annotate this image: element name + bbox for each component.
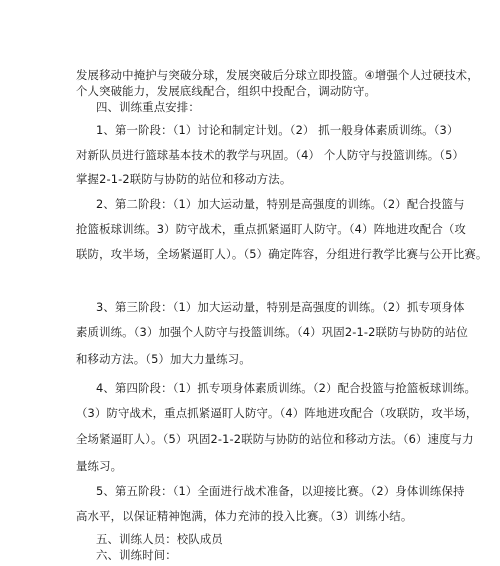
body-text-line: 2、第二阶段：（1）加大运动量，特别是高强度的训练。（2）配合投篮与: [96, 197, 465, 211]
body-text-line: 对新队员进行篮球基本技术的教学与巩固。（4） 个人防守与投篮训练。（5）: [76, 148, 465, 162]
body-text-line: 全场紧逼盯人）。（5）巩固2-1-2联防与协防的站位和移动方法。（6）速度与力: [76, 432, 474, 446]
body-text-line: 4、第四阶段：（1）抓专项身体素质训练。（2）配合投篮与抢篮板球训练。: [96, 381, 477, 395]
section-heading: 六、训练时间：: [96, 548, 177, 562]
body-text-line: 5、第五阶段：（1）全面进行战术准备，以迎接比赛。（2）身体训练保持: [96, 484, 465, 498]
body-text-line: 高水平，以保证精神饱满，体力充沛的投入比赛。（3）训练小结。: [76, 509, 413, 523]
body-text-line: 3、第三阶段：（1）加大运动量，特别是高强度的训练。（2）抓专项身体: [96, 300, 465, 314]
body-text-line: 发展移动中掩护与突破分球，发展突破后分球立即投篮。④增强个人过硬技术，: [76, 68, 479, 82]
body-text-line: 联防，攻半场，全场紧逼盯人）。（5）确定阵容，分组进行教学比赛与公开比赛。: [76, 247, 488, 261]
body-text-line: 个人突破能力，发展底线配合，组织中投配合，调动防守。: [76, 84, 377, 98]
body-text-line: 抢篮板球训练。3）防守战术，重点抓紧逼盯人防守。（4）阵地进攻配合（攻: [76, 222, 466, 236]
section-heading: 五、训练人员：校队成员: [96, 532, 223, 546]
body-text-line: 和移动方法。（5）加大力量练习。: [76, 352, 251, 366]
body-text-line: （3）防守战术，重点抓紧逼盯人防守。（4）阵地进攻配合（攻联防，攻半场，: [76, 406, 478, 420]
body-text-line: 1、第一阶段：（1）讨论和制定计划。（2） 抓一般身体素质训练。（3）: [96, 123, 459, 137]
body-text-line: 量练习。: [76, 459, 123, 473]
section-heading: 四、训练重点安排：: [96, 100, 200, 114]
body-text-line: 素质训练。（3）加强个人防守与投篮训练。（4）巩固2-1-2联防与协防的站位: [76, 325, 468, 339]
body-text-line: 掌握2-1-2联防与协防的站位和移动方法。: [76, 172, 292, 186]
